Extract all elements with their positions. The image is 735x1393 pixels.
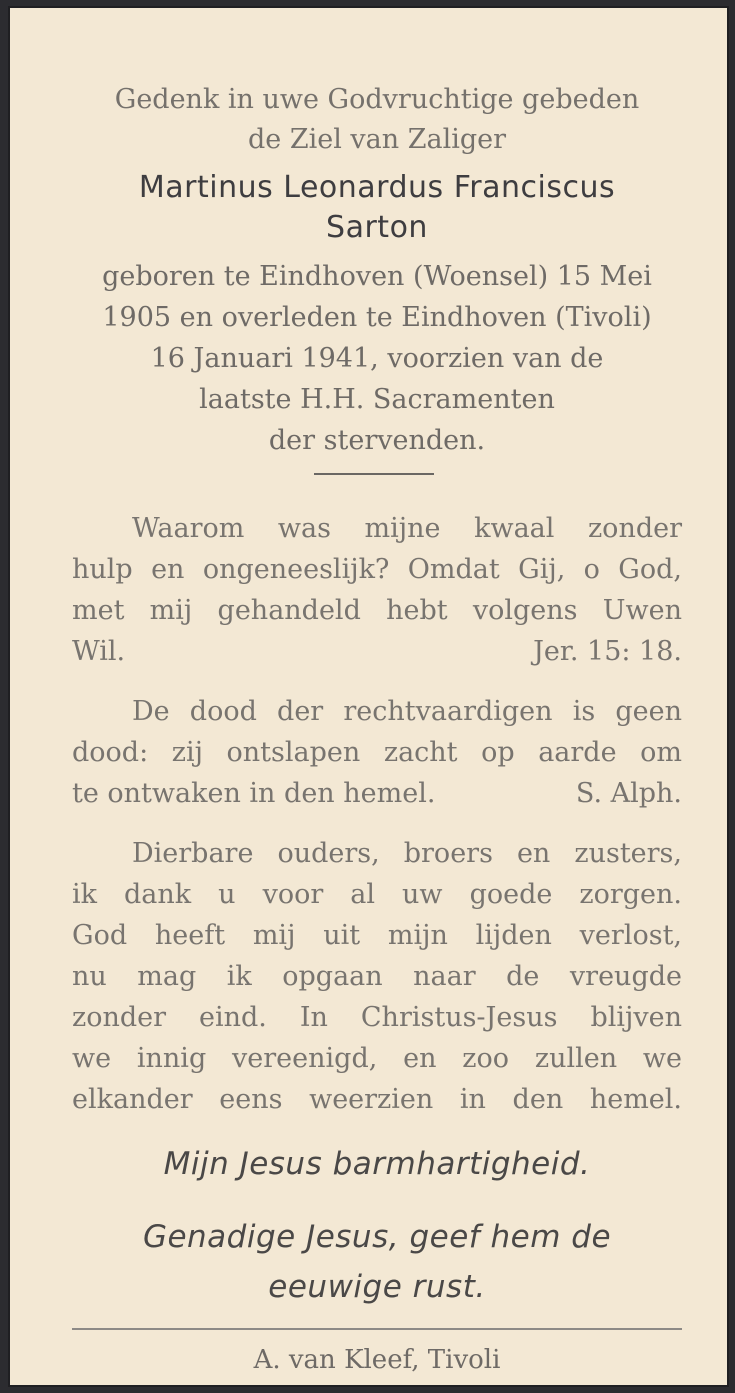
verse-reference: S. Alph. [575,778,682,809]
details-line: geboren te Eindhoven (Woensel) 15 Mei [102,261,652,292]
printer-credit: A. van Kleef, Tivoli [253,1345,501,1375]
birth-death-details [72,256,682,461]
intro-line: de Ziel van Zaliger [247,124,507,155]
details-line: 16 Januari 1941, voorzien van de [150,343,604,374]
verse-line: met mij gehandeld hebt volgens Uwen [72,595,682,626]
message-line: ik dank u voor al uw goede zorgen. [72,879,682,910]
details-line: der stervenden. [268,425,486,456]
prayer-mercy: Mijn Jesus barmhartigheid. [163,1146,591,1182]
message-line: we innig vereenigd, en zoo zullen we [72,1043,682,1074]
farewell-message [72,833,682,1120]
verse-reference: Jer. 15: 18. [533,636,682,667]
intro-text [72,80,682,160]
details-line: 1905 en overleden te Eindhoven (Tivoli) [102,302,652,333]
message-line: nu mag ik opgaan naar de vreugde [72,961,682,992]
verse-line: De dood der rechtvaardigen is geen [132,696,682,727]
verse-line [72,631,682,672]
message-line: zonder eind. In Christus-Jesus blijven [72,1002,682,1033]
verse-line: Waarom was mijne kwaal zonder [132,513,682,544]
prayer-rest [72,1212,682,1312]
verse-line: dood: zij ontslapen zacht op aarde om [72,737,682,768]
deceased-name [72,168,682,248]
details-line: laatste H.H. Sacramenten [199,384,555,415]
intro-line: Gedenk in uwe Godvruchtige gebeden [114,84,640,115]
verse-text: te ontwaken in den hemel. [72,778,436,809]
prayer-line: Genadige Jesus, geef hem de [142,1219,612,1255]
name-line: Martinus Leonardus Franciscus [138,170,616,205]
verse-jeremiah [72,508,682,672]
verse-line: hulp en ongeneeslijk? Omdat Gij, o God, [72,554,682,585]
verse-line [72,773,682,814]
verse-alphonsus [72,691,682,814]
message-line: Dierbare ouders, broers en zusters, [132,838,682,869]
name-line: Sarton [326,210,428,245]
memorial-card [8,6,729,1387]
section-divider [314,473,434,475]
message-line: God heeft mij uit mijn lijden verlost, [72,920,682,951]
verse-text: Wil. [72,636,126,667]
bottom-divider [72,1328,682,1330]
message-line: elkander eens weerzien in den hemel. [72,1084,682,1115]
prayer-line: eeuwige rust. [268,1269,486,1305]
